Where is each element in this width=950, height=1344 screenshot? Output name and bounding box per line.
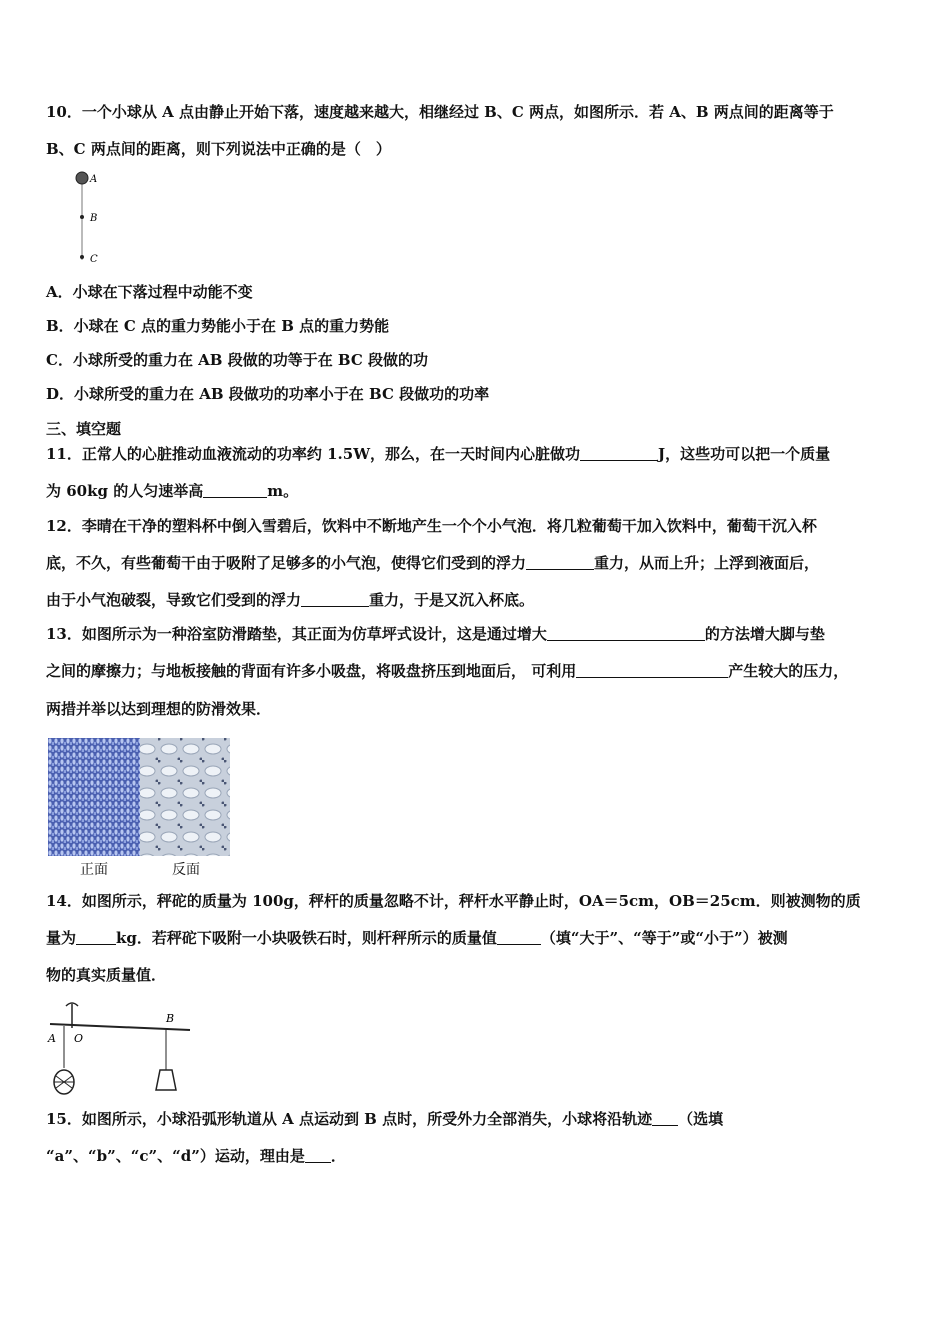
q10-stem-line1: 10．一个小球从 A 点由静止开始下落，速度越来越大，相继经过 B、C 两点，如图所示．若 A、B 两点间的距离等于 xyxy=(46,103,834,121)
q15-text-2b: ． xyxy=(330,1147,346,1165)
q10-falling-ball-figure xyxy=(68,166,118,270)
point-c-dot xyxy=(80,255,84,259)
q12-text-3a: 由于小气泡破裂，导致它们受到的浮力 xyxy=(46,591,302,609)
q14-text-2b: kg．若秤砣下吸附一小块吸铁石时，则杆秤所示的质量值 xyxy=(116,929,497,947)
q12-line1: 12．李晴在干净的塑料杯中倒入雪碧后，饮料中不断地产生一个个小气泡．将几粒葡萄干加入饮料中，葡萄干沉入杯 xyxy=(46,517,817,535)
q11-blank-1 xyxy=(580,446,658,461)
counterweight-icon xyxy=(156,1070,176,1090)
q15-text-1b: （选填 xyxy=(678,1110,724,1128)
q13-text-1a: 13．如图所示为一种浴室防滑踏垫，其正面为仿草坪式设计，这是通过增大 xyxy=(46,625,547,643)
q15-text-2a: “a”、“b”、“c”、“d”）运动，理由是 xyxy=(46,1147,305,1165)
q10-option-a: A．小球在下落过程中动能不变 xyxy=(46,283,253,301)
q12-text-2b: 重力，从而上升；上浮到液面后， xyxy=(594,554,820,572)
q10-option-d: D．小球所受的重力在 AB 段做功的功率小于在 BC 段做功的功率 xyxy=(46,385,490,403)
q13-line3: 两措并举以达到理想的防滑效果． xyxy=(46,700,272,718)
q12-blank-2 xyxy=(301,592,369,607)
q11-line1 xyxy=(46,444,916,464)
label-b: B xyxy=(166,1012,175,1025)
q15-line2 xyxy=(46,1146,916,1166)
section-heading: 三、填空题 xyxy=(46,420,122,438)
q13-line2 xyxy=(46,661,916,681)
label-a: A xyxy=(90,174,98,185)
q11-text-2b: m。 xyxy=(267,482,299,500)
caption-back: 反面 xyxy=(172,862,200,878)
point-b-dot xyxy=(80,215,84,219)
q11-text-1b: J，这些功可以把一个质量 xyxy=(658,445,831,463)
q15-text-1a: 15．如图所示，小球沿弧形轨道从 A 点运动到 B 点时，所受外力全部消失，小球将沿轨迹 xyxy=(46,1110,653,1128)
label-o: O xyxy=(74,1032,84,1045)
q14-line3: 物的真实质量值． xyxy=(46,966,167,984)
q15-blank-1 xyxy=(652,1111,678,1126)
q10-option-b: B．小球在 C 点的重力势能小于在 B 点的重力势能 xyxy=(46,317,390,335)
q13-text-2b: 产生较大的压力， xyxy=(728,662,849,680)
q11-blank-2 xyxy=(203,483,267,498)
q13-blank-1 xyxy=(547,626,705,641)
ball-icon xyxy=(76,172,88,184)
label-c: C xyxy=(90,254,98,265)
label-a: A xyxy=(48,1032,56,1045)
mat-back-image xyxy=(140,738,230,856)
label-b: B xyxy=(90,213,98,224)
q14-steelyard-figure xyxy=(44,998,194,1096)
q15-line1 xyxy=(46,1109,916,1129)
caption-front: 正面 xyxy=(80,862,108,878)
q13-blank-2 xyxy=(576,663,728,678)
mat-front-image xyxy=(48,738,140,856)
q11-line2 xyxy=(46,481,916,501)
q12-blank-1 xyxy=(526,555,594,570)
q14-blank-2 xyxy=(497,930,541,945)
q10-stem-line2: B、C 两点间的距离，则下列说法中正确的是（ ） xyxy=(46,140,391,158)
q13-text-2a: 之间的摩擦力；与地板接触的背面有许多小吸盘，将吸盘挤压到地面后， 可利用 xyxy=(46,662,577,680)
q14-line1: 14．如图所示，秤砣的质量为 100g，秤杆的质量忽略不计，秤杆水平静止时，OA＝5cm，OB＝25cm．则被测物的质 xyxy=(46,892,861,910)
q13-line1 xyxy=(46,624,916,644)
q12-text-2a: 底，不久，有些葡萄干由于吸附了足够多的小气泡，使得它们受到的浮力 xyxy=(46,554,527,572)
q14-line2 xyxy=(46,928,916,948)
q14-text-2c: （填“大于”、“等于”或“小于”）被测 xyxy=(540,929,788,947)
q10-option-c: C．小球所受的重力在 AB 段做的功等于在 BC 段做的功 xyxy=(46,351,429,369)
q12-line3 xyxy=(46,590,916,610)
q14-text-2a: 量为 xyxy=(46,929,77,947)
q13-bath-mat-photo xyxy=(48,738,230,856)
q13-text-1b: 的方法增大脚与垫 xyxy=(704,625,825,643)
q11-text-1a: 11．正常人的心脏推动血液流动的功率约 1.5W，那么，在一天时间内心脏做功 xyxy=(46,445,581,463)
q12-line2 xyxy=(46,553,916,573)
q15-blank-2 xyxy=(305,1148,331,1163)
q12-text-3b: 重力，于是又沉入杯底。 xyxy=(369,591,535,609)
q11-text-2a: 为 60kg 的人匀速举高 xyxy=(46,482,204,500)
q14-blank-1 xyxy=(76,930,116,945)
